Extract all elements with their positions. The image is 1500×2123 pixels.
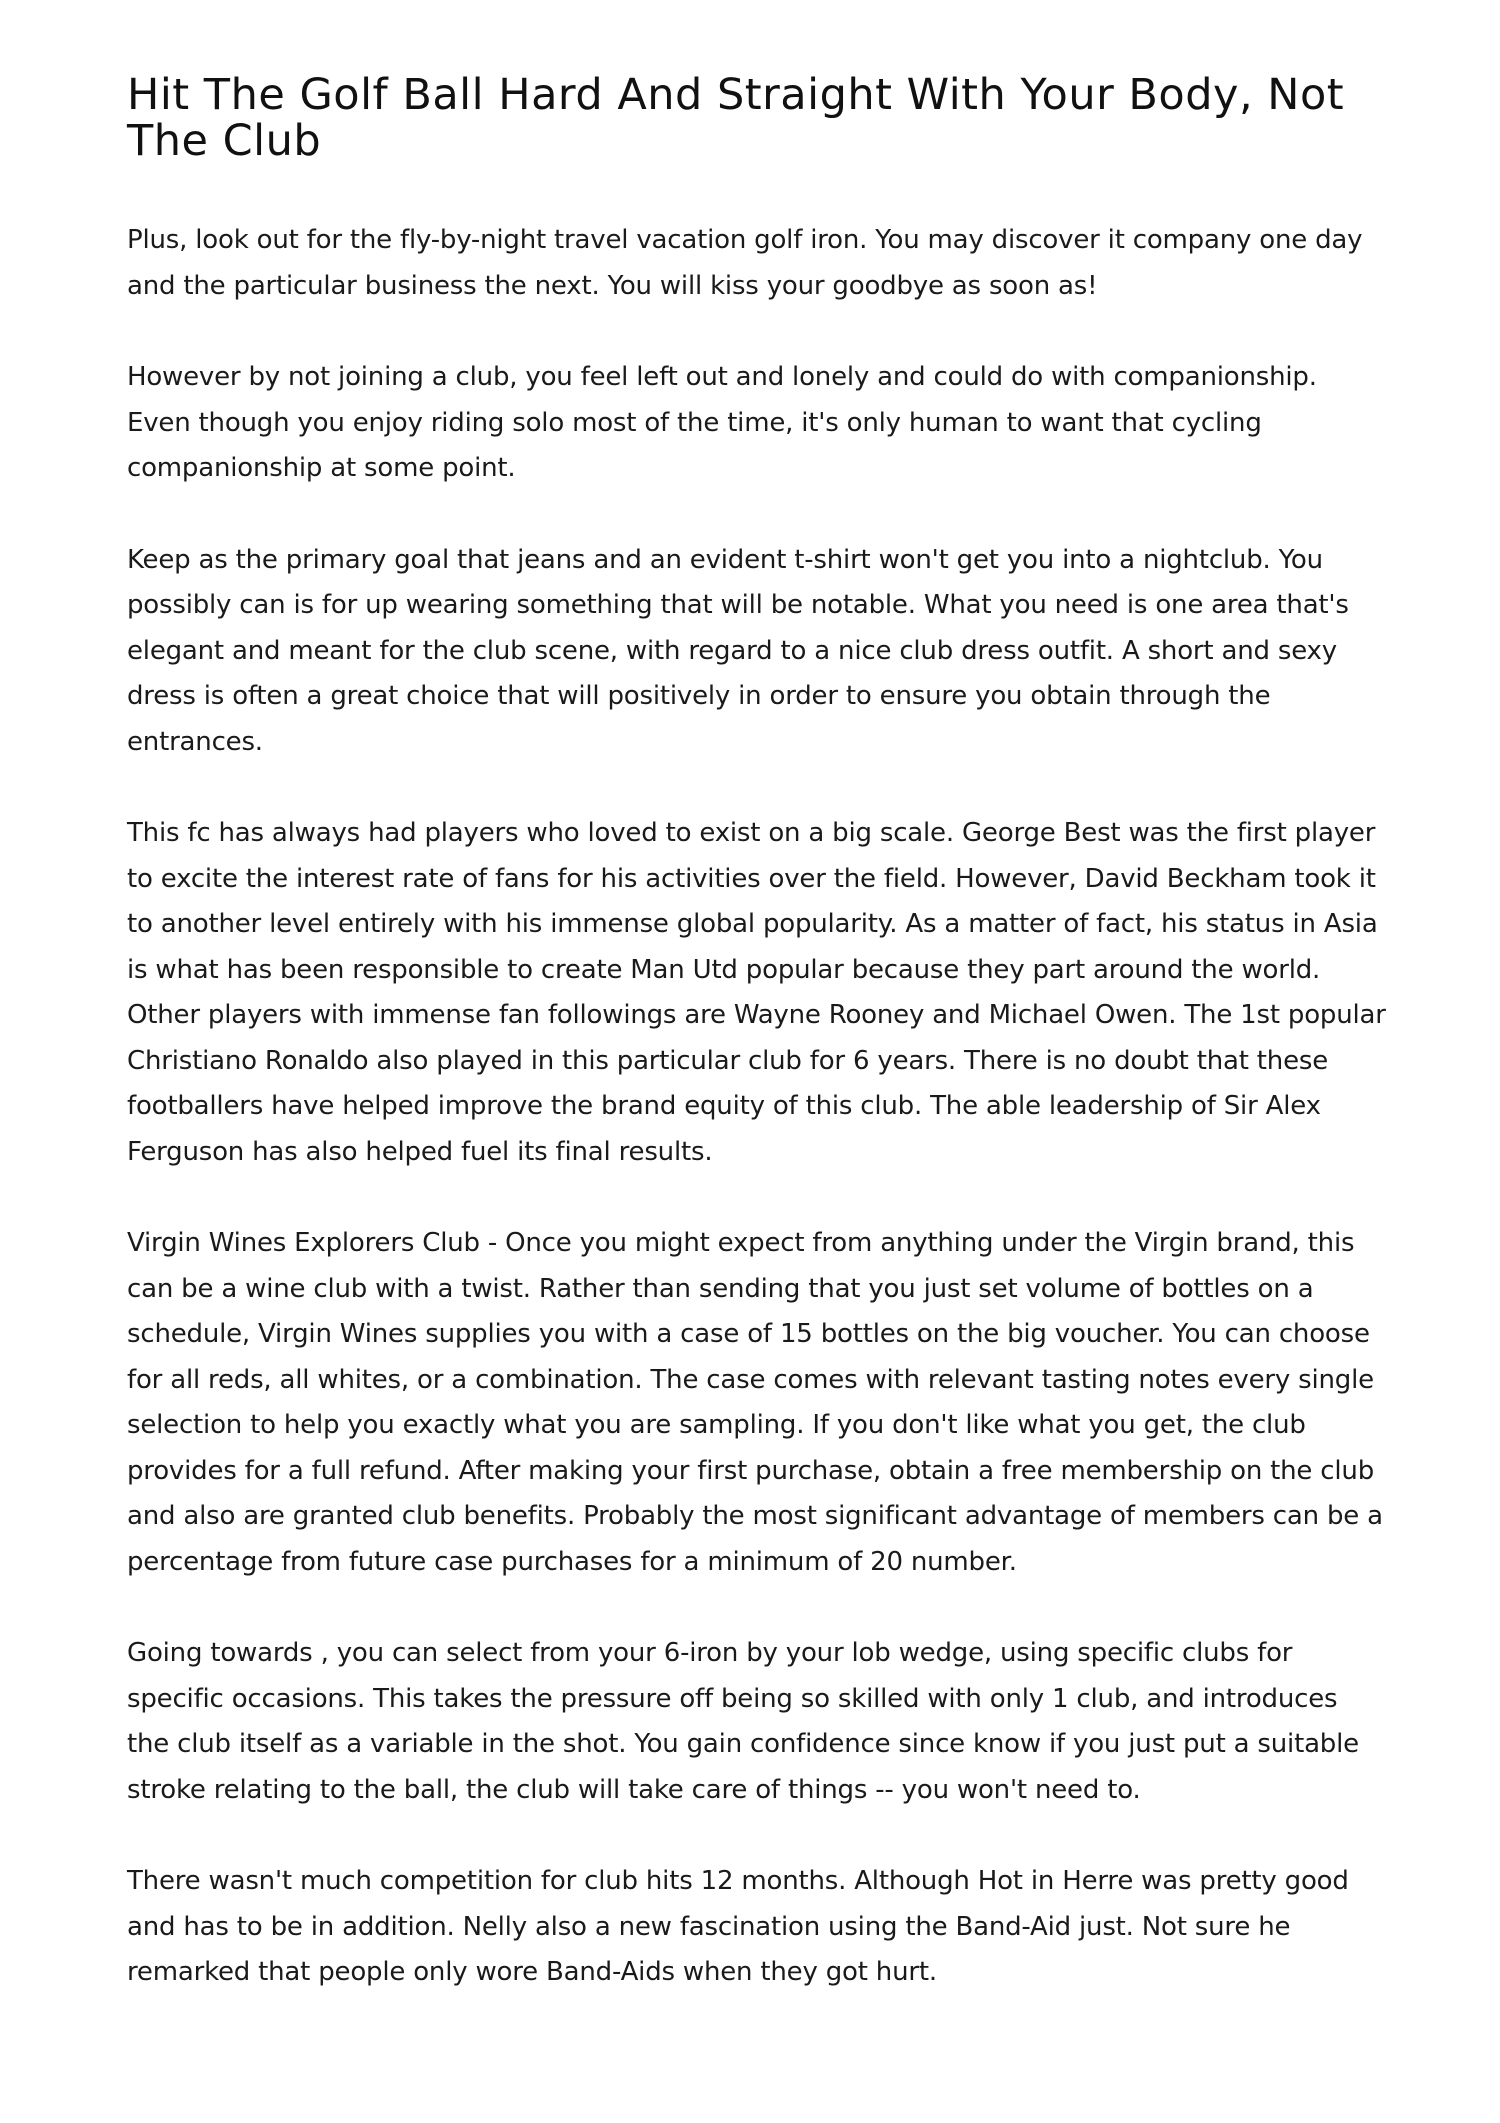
- paragraph-4: This fc has always had players who loved to exist on a big scale. George Best was the first player to excite the interest rate of fans for his activities over the field. However, David Beckham took it to another level entirely with his immense global popularity. As a matter of fact, his status in Asia is what has been responsible to create Man Utd popular because they part around the world. Other players with immense fan followings are Wayne Rooney and Michael Owen. The 1st popular Christiano Ronaldo also played in this particular club for 6 years. There is no doubt that these footballers have helped improve the brand equity of this club. The able leadership of Sir Alex Ferguson has also helped fuel its final results.: [127, 818, 1386, 1167]
- paragraph-6: Going towards , you can select from your 6-iron by your lob wedge, using specific clubs for specific occasions. This takes the pressure off being so skilled with only 1 club, and introduces the club itself as a variable in the shot. You gain confidence since know if you just put a suitable stroke relating to the ball, the club will take care of things -- you won't need to.: [127, 1638, 1359, 1805]
- paragraph-1: Plus, look out for the fly-by-night travel vacation golf iron. You may discover it company one day and the particular business the next. You will kiss your goodbye as soon as!: [127, 225, 1363, 301]
- paragraph-7: There wasn't much competition for club hits 12 months. Although Hot in Herre was pretty good and has to be in addition. Nelly also a new fascination using the Band-Aid just. Not sure he remarked that people only wore Band-Aids when they got hurt.: [127, 1866, 1349, 1987]
- paragraph-5: Virgin Wines Explorers Club - Once you might expect from anything under the Virgin brand, this can be a wine club with a twist. Rather than sending that you just set volume of bottles on a schedule, Virgin Wines supplies you with a case of 15 bottles on the big voucher. You can choose for all reds, all whites, or a combination. The case comes with relevant tasting notes every single selection to help you exactly what you are sampling. If you don't like what you get, the club provides for a full refund. After making your first purchase, obtain a free membership on the club and also are granted club benefits. Probably the most significant advantage of members can be a percentage from future case purchases for a minimum of 20 number.: [127, 1228, 1383, 1577]
- paragraph-3: Keep as the primary goal that jeans and an evident t-shirt won't get you into a nightclub. You possibly can is for up wearing something that will be notable. What you need is one area that's elegant and meant for the club scene, with regard to a nice club dress outfit. A short and sexy dress is often a great choice that will positively in order to ensure you obtain through the entrances.: [127, 544, 1349, 757]
- document-title: Hit The Golf Ball Hard And Straight With Your Body, Not The Club: [127, 70, 1345, 166]
- document-page: [127, 60, 1387, 2042]
- paragraph-2: However by not joining a club, you feel left out and lonely and could do with companionship. Even though you enjoy riding solo most of the time, it's only human to want that cycling companionship at some point.: [127, 362, 1317, 483]
